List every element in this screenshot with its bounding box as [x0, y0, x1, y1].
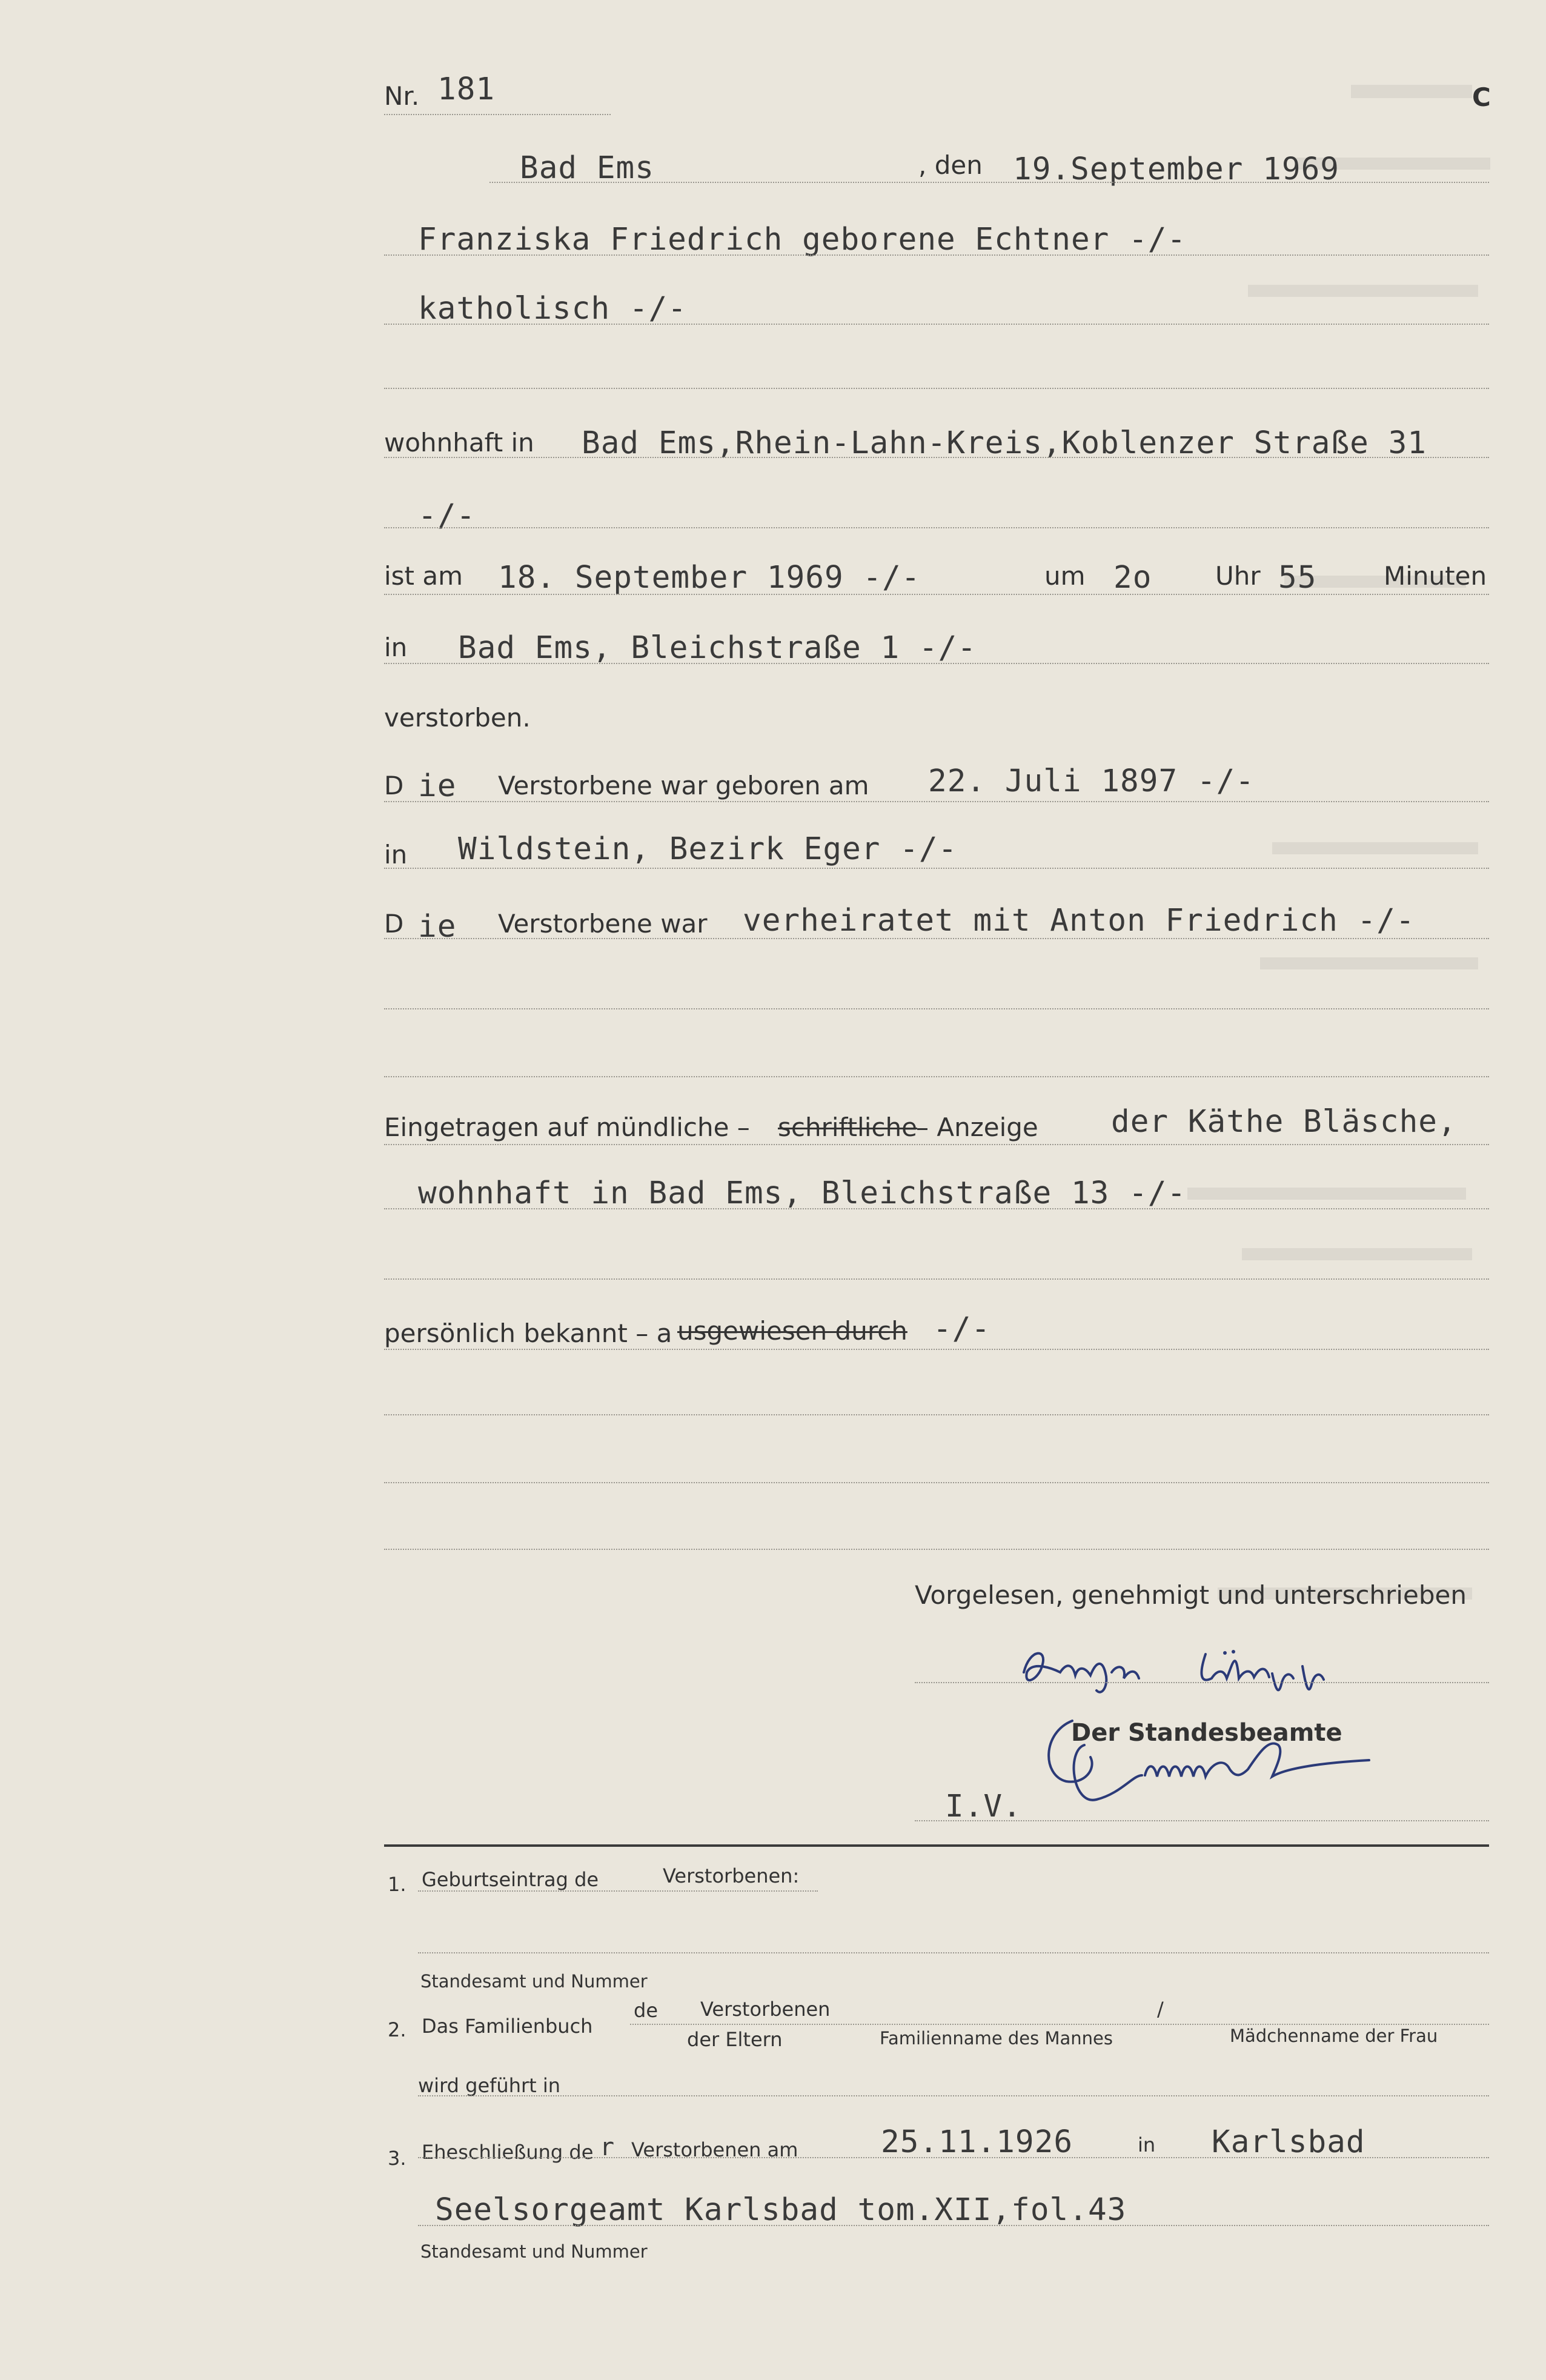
familienname-label: Familienname des Mannes — [880, 2028, 1113, 2049]
death-date: 18. September 1969 -/- — [498, 560, 921, 596]
item3-r: r — [600, 2133, 615, 2161]
uhr-label: Uhr — [1215, 561, 1261, 591]
report-underline — [384, 1144, 1489, 1145]
death-place-underline — [384, 663, 1489, 664]
item2-label: Das Familienbuch — [422, 2015, 593, 2038]
death-place: Bad Ems, Bleichstraße 1 -/- — [458, 630, 977, 666]
residence-continuation: -/- — [418, 498, 476, 534]
item1-underline — [418, 1890, 818, 1892]
marriage-underline — [384, 938, 1489, 939]
blank-underline-4 — [384, 1278, 1489, 1280]
blank-underline-6 — [384, 1482, 1489, 1483]
standesbeamte-label: Der Standesbeamte — [1071, 1719, 1342, 1747]
item2-number: 2. — [388, 2018, 406, 2041]
religion-value: katholisch -/- — [418, 291, 687, 327]
informant-signature — [1006, 1636, 1393, 1703]
birth-d-suffix: ie — [418, 768, 457, 804]
blank-underline-7 — [384, 1549, 1489, 1550]
report-label-1: Eingetragen auf mündliche – — [384, 1112, 750, 1142]
place-value: Bad Ems — [520, 150, 654, 186]
residence-label: wohnhaft in — [384, 428, 534, 457]
religion-underline — [384, 324, 1489, 325]
official-signature — [1030, 1709, 1418, 1812]
standesamt-label-2: Standesamt und Nummer — [420, 2241, 648, 2262]
verstorben-label: verstorben. — [384, 703, 531, 733]
gefuehrt-label: wird geführt in — [418, 2074, 561, 2097]
birth-place-underline — [384, 868, 1489, 869]
item3-underline — [418, 2157, 1489, 2158]
read-approved-signed-label: Vorgelesen, genehmigt und unterschrieben — [915, 1580, 1467, 1610]
blank-underline-5 — [384, 1414, 1489, 1415]
identity-value: -/- — [933, 1311, 991, 1347]
report-struck-option: schriftliche — [778, 1112, 917, 1142]
item1-registry-underline — [418, 1952, 1489, 1953]
item3-number: 3. — [388, 2147, 406, 2170]
item2-option-eltern: der Eltern — [687, 2028, 783, 2051]
blank-underline-1 — [384, 388, 1489, 389]
name-underline — [384, 254, 1489, 256]
residence-underline-2 — [384, 527, 1489, 528]
item2-de: de — [634, 1999, 658, 2022]
footer-separator — [384, 1844, 1489, 1847]
item2-option-separator — [630, 2024, 842, 2025]
marriage-value: verheiratet mit Anton Friedrich -/- — [743, 903, 1415, 939]
official-signature-underline — [915, 1820, 1489, 1821]
item1-number: 1. — [388, 1873, 406, 1896]
item3-in: in — [1138, 2133, 1156, 2156]
death-hour: 2o — [1113, 560, 1152, 596]
gefuehrt-underline — [418, 2095, 1489, 2096]
death-time-underline — [384, 594, 1489, 595]
death-minute: 55 — [1278, 560, 1317, 596]
item2-slash: / — [1157, 1998, 1164, 2021]
ist-am-label: ist am — [384, 561, 463, 591]
informant-address-underline — [384, 1208, 1489, 1209]
birth-date: 22. Juli 1897 -/- — [928, 763, 1255, 799]
identity-struck-option: usgewiesen durch — [677, 1316, 907, 1346]
nr-underline — [384, 114, 611, 115]
birth-label: Verstorbene war geboren am — [498, 771, 869, 800]
marriage-date: 25.11.1926 — [881, 2124, 1073, 2160]
identity-label: persönlich bekannt – a — [384, 1318, 672, 1348]
birth-d-label: D — [384, 771, 404, 800]
den-label: , den — [918, 150, 983, 180]
item3-label-2: Verstorbenen am — [631, 2138, 798, 2161]
register-number: 181 — [437, 71, 496, 107]
marriage-registry: Seelsorgeamt Karlsbad tom.XII,fol.43 — [435, 2192, 1127, 2228]
minuten-label: Minuten — [1384, 561, 1487, 591]
marriage-registry-underline — [418, 2225, 1489, 2226]
blank-underline-2 — [384, 1008, 1489, 1009]
identity-underline — [384, 1349, 1489, 1350]
residence-underline — [384, 457, 1489, 458]
nr-label: Nr. — [384, 81, 420, 111]
standesamt-label-1: Standesamt und Nummer — [420, 1971, 648, 1992]
residence-value: Bad Ems,Rhein-Lahn-Kreis,Koblenzer Straße 31 — [582, 425, 1427, 461]
item1-label: Geburtseintrag de — [422, 1868, 599, 1891]
place-date-underline — [489, 182, 1489, 183]
marriage-d-suffix: ie — [418, 909, 457, 945]
birth-in-label: in — [384, 840, 408, 869]
blank-underline-3 — [384, 1076, 1489, 1077]
report-label-2: – Anzeige — [916, 1112, 1038, 1142]
deceased-name: Franziska Friedrich geborene Echtner -/- — [418, 222, 1187, 258]
marriage-d-label: D — [384, 909, 404, 939]
informant-address: wohnhaft in Bad Ems, Bleichstraße 13 -/- — [418, 1175, 1187, 1211]
birth-date-underline — [384, 801, 1489, 802]
item2-names-underline — [843, 2024, 1489, 2025]
informant-value: der Käthe Bläsche, — [1111, 1104, 1457, 1140]
um-label: um — [1044, 561, 1086, 591]
birth-place: Wildstein, Bezirk Eger -/- — [458, 831, 958, 867]
informant-signature-underline — [915, 1682, 1489, 1683]
item3-label: Eheschließung de — [422, 2141, 594, 2164]
page-letter: C — [1472, 82, 1491, 112]
marriage-place: Karlsbad — [1212, 2124, 1365, 2160]
maedchenname-label: Mädchenname der Frau — [1230, 2026, 1438, 2046]
item2-option-verstorbenen: Verstorbenen — [700, 1998, 831, 2021]
iv-label: I.V. — [945, 1789, 1022, 1824]
death-in-label: in — [384, 633, 408, 662]
item1-value: Verstorbenen: — [663, 1864, 800, 1887]
marriage-label: Verstorbene war — [498, 909, 708, 939]
record-date: 19.September 1969 — [1013, 151, 1339, 187]
